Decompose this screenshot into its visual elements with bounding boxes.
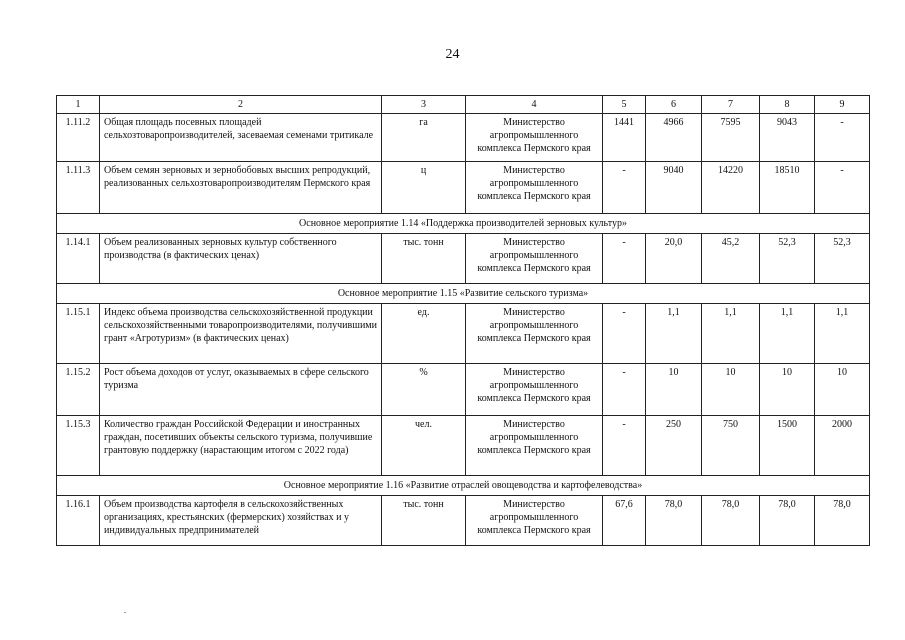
value-cell: 1,1 [702, 304, 760, 364]
responsible-org: Министерство агропромышленного комплекса Пермского края [466, 496, 603, 546]
value-cell: 1,1 [760, 304, 815, 364]
value-cell: 10 [815, 364, 870, 416]
value-cell: 1,1 [646, 304, 702, 364]
value-cell: 45,2 [702, 234, 760, 284]
table-row [57, 162, 870, 214]
section-row [57, 214, 870, 234]
value-cell: 78,0 [702, 496, 760, 546]
responsible-org: Министерство агропромышленного комплекса Пермского края [466, 364, 603, 416]
header-cell: 1 [57, 96, 100, 114]
value-cell: 1441 [603, 114, 646, 162]
header-row [57, 96, 870, 114]
indicator-name: Объем производства картофеля в сельскохозяйственных организациях, крестьянских (фермерских) хозяйствах и у индивидуальных предпринимателей [100, 496, 382, 546]
header-cell: 6 [646, 96, 702, 114]
value-cell: 18510 [760, 162, 815, 214]
indicators-table [56, 95, 870, 546]
section-title: Основное мероприятие 1.15 «Развитие сельского туризма» [57, 284, 870, 304]
value-cell: - [603, 234, 646, 284]
responsible-org: Министерство агропромышленного комплекса Пермского края [466, 114, 603, 162]
value-cell: 7595 [702, 114, 760, 162]
value-cell: 78,0 [760, 496, 815, 546]
section-row [57, 476, 870, 496]
responsible-org: Министерство агропромышленного комплекса Пермского края [466, 234, 603, 284]
header-cell: 8 [760, 96, 815, 114]
value-cell: - [603, 364, 646, 416]
table-row [57, 416, 870, 476]
unit-cell: чел. [382, 416, 466, 476]
header-cell: 4 [466, 96, 603, 114]
value-cell: 1,1 [815, 304, 870, 364]
scan-speck [124, 612, 126, 613]
table-row [57, 114, 870, 162]
value-cell: 52,3 [815, 234, 870, 284]
value-cell: - [603, 416, 646, 476]
row-number: 1.15.1 [57, 304, 100, 364]
page-number: 24 [445, 47, 460, 62]
row-number: 1.14.1 [57, 234, 100, 284]
row-number: 1.15.2 [57, 364, 100, 416]
value-cell: 9040 [646, 162, 702, 214]
row-number: 1.11.3 [57, 162, 100, 214]
value-cell: 78,0 [815, 496, 870, 546]
header-cell: 9 [815, 96, 870, 114]
responsible-org: Министерство агропромышленного комплекса Пермского края [466, 162, 603, 214]
value-cell: - [815, 114, 870, 162]
row-number: 1.11.2 [57, 114, 100, 162]
responsible-org: Министерство агропромышленного комплекса Пермского края [466, 304, 603, 364]
indicator-name: Объем реализованных зерновых культур собственного производства (в фактических ценах) [100, 234, 382, 284]
value-cell: 1500 [760, 416, 815, 476]
section-row [57, 284, 870, 304]
unit-cell: тыс. тонн [382, 496, 466, 546]
value-cell: 750 [702, 416, 760, 476]
responsible-org: Министерство агропромышленного комплекса Пермского края [466, 416, 603, 476]
indicator-name: Объем семян зерновых и зернобобовых высших репродукций, реализованных сельхозтоваропроизводителям Пермского края [100, 162, 382, 214]
row-number: 1.16.1 [57, 496, 100, 546]
value-cell: 52,3 [760, 234, 815, 284]
header-cell: 7 [702, 96, 760, 114]
value-cell: 20,0 [646, 234, 702, 284]
header-cell: 2 [100, 96, 382, 114]
value-cell: 250 [646, 416, 702, 476]
value-cell: 4966 [646, 114, 702, 162]
unit-cell: тыс. тонн [382, 234, 466, 284]
header-cell: 5 [603, 96, 646, 114]
indicator-name: Рост объема доходов от услуг, оказываемых в сфере сельского туризма [100, 364, 382, 416]
value-cell: - [815, 162, 870, 214]
unit-cell: ц [382, 162, 466, 214]
value-cell: 9043 [760, 114, 815, 162]
value-cell: - [603, 162, 646, 214]
value-cell: 10 [702, 364, 760, 416]
value-cell: - [603, 304, 646, 364]
value-cell: 67,6 [603, 496, 646, 546]
section-title: Основное мероприятие 1.16 «Развитие отраслей овощеводства и картофелеводства» [57, 476, 870, 496]
table-row [57, 304, 870, 364]
unit-cell: % [382, 364, 466, 416]
table-row [57, 234, 870, 284]
header-cell: 3 [382, 96, 466, 114]
value-cell: 78,0 [646, 496, 702, 546]
indicator-name: Общая площадь посевных площадей сельхозтоваропроизводителей, засеваемая семенами тритикале [100, 114, 382, 162]
indicator-name: Индекс объема производства сельскохозяйственной продукции сельскохозяйственными товаропроизводителями, получившими грант «Агротуризм» (в фактических ценах) [100, 304, 382, 364]
value-cell: 10 [760, 364, 815, 416]
row-number: 1.15.3 [57, 416, 100, 476]
unit-cell: га [382, 114, 466, 162]
table-row [57, 364, 870, 416]
unit-cell: ед. [382, 304, 466, 364]
value-cell: 10 [646, 364, 702, 416]
value-cell: 2000 [815, 416, 870, 476]
indicator-name: Количество граждан Российской Федерации и иностранных граждан, посетивших объекты сельского туризма, получившие грантовую поддержку (нарастающим итогом с 2022 года) [100, 416, 382, 476]
value-cell: 14220 [702, 162, 760, 214]
table-row [57, 496, 870, 546]
section-title: Основное мероприятие 1.14 «Поддержка производителей зерновых культур» [57, 214, 870, 234]
